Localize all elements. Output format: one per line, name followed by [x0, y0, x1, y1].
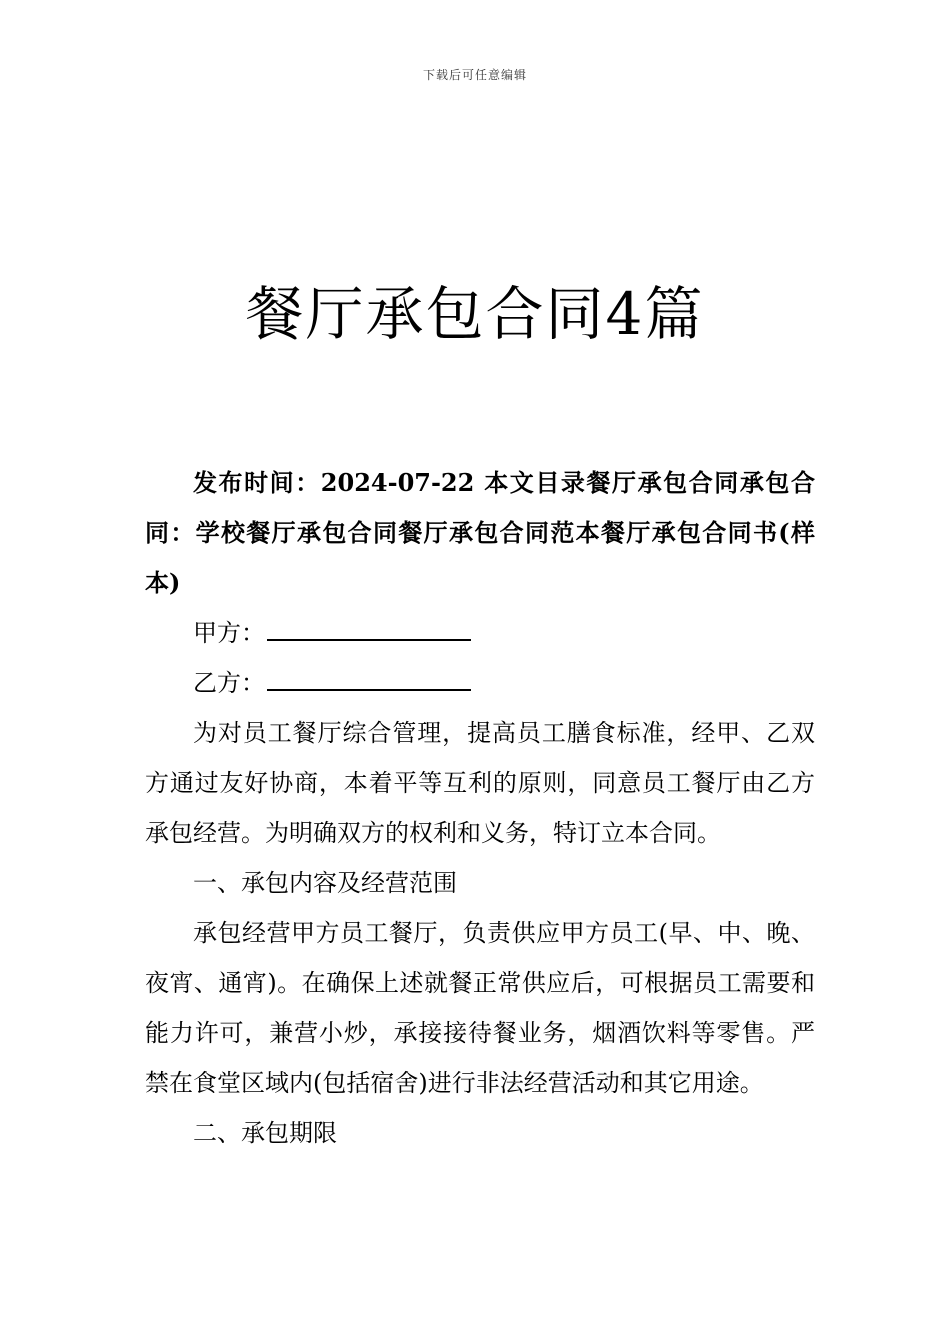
page-header-note: 下载后可任意编辑 — [422, 68, 527, 82]
party-a-blank — [267, 619, 471, 641]
party-b-blank — [267, 669, 471, 691]
document-body — [145, 458, 815, 1158]
section-1-heading: 一、承包内容及经营范围 — [193, 869, 457, 897]
party-b-label: 乙方： — [193, 669, 265, 697]
intro-paragraph: 发布时间：2024-07-22 本文目录餐厅承包合同承包合同：学校餐厅承包合同餐厅承包合同范本餐厅承包合同书(样本) — [145, 468, 815, 597]
party-a-line — [145, 608, 815, 658]
document-title: 餐厅承包合同4篇 — [245, 280, 705, 348]
preamble-paragraph: 为对员工餐厅综合管理，提高员工膳食标准，经甲、乙双方通过友好协商，本着平等互利的原则，同意员工餐厅由乙方承包经营。为明确双方的权利和义务，特订立本合同。 — [145, 719, 815, 847]
party-b-line — [145, 658, 815, 708]
party-a-label: 甲方： — [193, 619, 265, 647]
section-1-paragraph: 承包经营甲方员工餐厅，负责供应甲方员工(早、中、晚、夜宵、通宵)。在确保上述就餐正常供应后，可根据员工需要和能力许可，兼营小炒，承接接待餐业务，烟酒饮料等零售。严禁在食堂区域内(包括宿舍)进行非法经营活动和其它用途。 — [145, 919, 815, 1097]
section-2-heading: 二、承包期限 — [193, 1119, 337, 1147]
